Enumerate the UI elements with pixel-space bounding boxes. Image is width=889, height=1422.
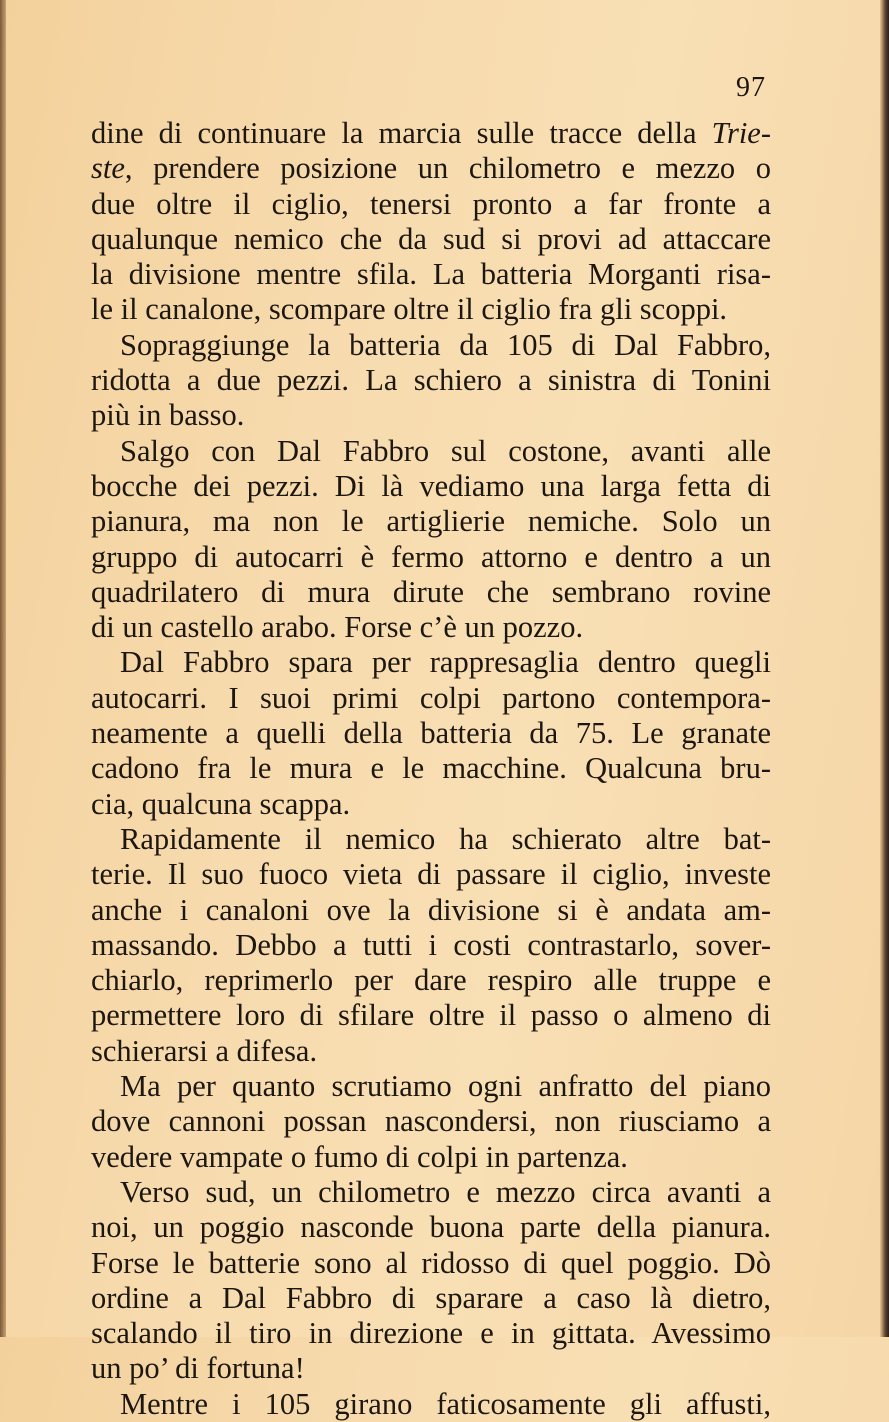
text-line [91,716,771,751]
line-text: neamente a quelli della batteria da 75. Le granate [91,716,771,751]
page-number: 97 [736,72,766,103]
italic-text: Trie- [711,116,771,150]
line-text: dove cannoni possan nascondersi, non riusciamo a [91,1104,771,1139]
line-text: terie. Il suo fuoco vieta di passare il ciglio, investe [91,857,771,892]
text-line [91,1246,771,1281]
line-text: Salgo con Dal Fabbro sul costone, avanti alle [120,433,771,468]
line-text: scalando il tiro in direzione e in gittata. Avessimo [91,1316,771,1351]
line-text: di un castello arabo. Forse c’è un pozzo. [91,610,584,645]
text-line [91,893,771,928]
line-text: Rapidamente il nemico ha schierato altre bat- [120,821,771,856]
text-line [91,469,771,504]
text-line [91,504,771,539]
text-line [91,328,771,363]
text-line [91,1210,771,1245]
body-text [91,116,771,1422]
text-line [91,963,771,998]
line-text: un po’ di fortuna! [91,1351,305,1386]
line-text: massando. Debbo a tutti i costi contrastarlo, sover- [91,927,771,962]
text-line [91,857,771,892]
line-text: ridotta a due pezzi. La schiero a sinistra di Tonini [91,363,771,398]
text-line [91,928,771,963]
text-line [91,1316,771,1351]
text-line [91,645,771,680]
line-text: vedere vampate o fumo di colpi in partenza. [91,1139,628,1174]
line-text: Mentre i 105 girano faticosamente gli affusti, [120,1386,771,1421]
line-text: autocarri. I suoi primi colpi partono contempora- [91,680,771,715]
text-line [91,751,771,786]
text-line [91,610,771,645]
page-left-edge [0,0,6,1337]
text-line [91,398,771,433]
page-right-edge [880,0,889,1337]
line-text: bocche dei pezzi. Di là vediamo una larga fetta di [91,468,771,503]
text-line [91,1351,771,1386]
line-text: più in basso. [91,398,245,433]
text-line [91,116,771,151]
line-text: anche i canaloni ove la divisione si è andata am- [91,892,771,927]
italic-text: ste [91,151,125,186]
text-line [91,1069,771,1104]
text-line [91,787,771,822]
line-text: qualunque nemico che da sud si provi ad attaccare [91,221,771,256]
line-text: Ma per quanto scrutiamo ogni anfratto del piano [120,1069,771,1104]
line-text: pianura, ma non le artiglierie nemiche. Solo un [91,504,771,539]
text-line [91,257,771,292]
text-line [91,1387,771,1422]
line-text: cadono fra le mura e le macchine. Qualcuna bru- [91,751,771,786]
line-text: Dal Fabbro spara per rappresaglia dentro quegli [120,645,771,680]
line-text: noi, un poggio nasconde buona parte della pianura. [91,1210,771,1245]
text-line [91,151,771,186]
text-line [91,222,771,257]
line-text: cia, qualcuna scappa. [91,786,351,821]
line-text: permettere loro di sfilare oltre il passo o almeno di [91,998,771,1033]
text-line [91,1104,771,1139]
text-line [91,822,771,857]
line-text: Forse le batterie sono al ridosso di quel poggio. Dò [91,1245,771,1280]
line-text: dine di continuare la marcia sulle tracce della [91,116,712,150]
line-text: le il canalone, scompare oltre il ciglio fra gli scoppi. [91,292,728,327]
text-line [91,540,771,575]
text-line [91,1034,771,1069]
text-line [91,998,771,1033]
text-line [91,187,771,222]
line-text: la divisione mentre sfila. La batteria Morganti risa- [91,257,771,292]
text-line [91,575,771,610]
line-text: due oltre il ciglio, tenersi pronto a far fronte a [91,186,771,221]
line-text: quadrilatero di mura dirute che sembrano rovine [91,574,771,609]
line-text: Sopraggiunge la batteria da 105 di Dal Fabbro, [120,327,771,362]
text-line [91,363,771,398]
line-text: chiarlo, reprimerlo per dare respiro alle truppe e [91,963,771,998]
line-text: ordine a Dal Fabbro di sparare a caso là dietro, [91,1280,771,1315]
text-line [91,1140,771,1175]
line-text: , prendere posizione un chilometro e mezzo o [124,151,771,186]
text-line [91,681,771,716]
text-line [91,1175,771,1210]
text-line [91,434,771,469]
text-line [91,1281,771,1316]
text-line [91,292,771,327]
line-text: gruppo di autocarri è fermo attorno e dentro a un [91,539,771,574]
line-text: Verso sud, un chilometro e mezzo circa avanti a [120,1174,771,1209]
line-text: schierarsi a difesa. [91,1033,318,1068]
